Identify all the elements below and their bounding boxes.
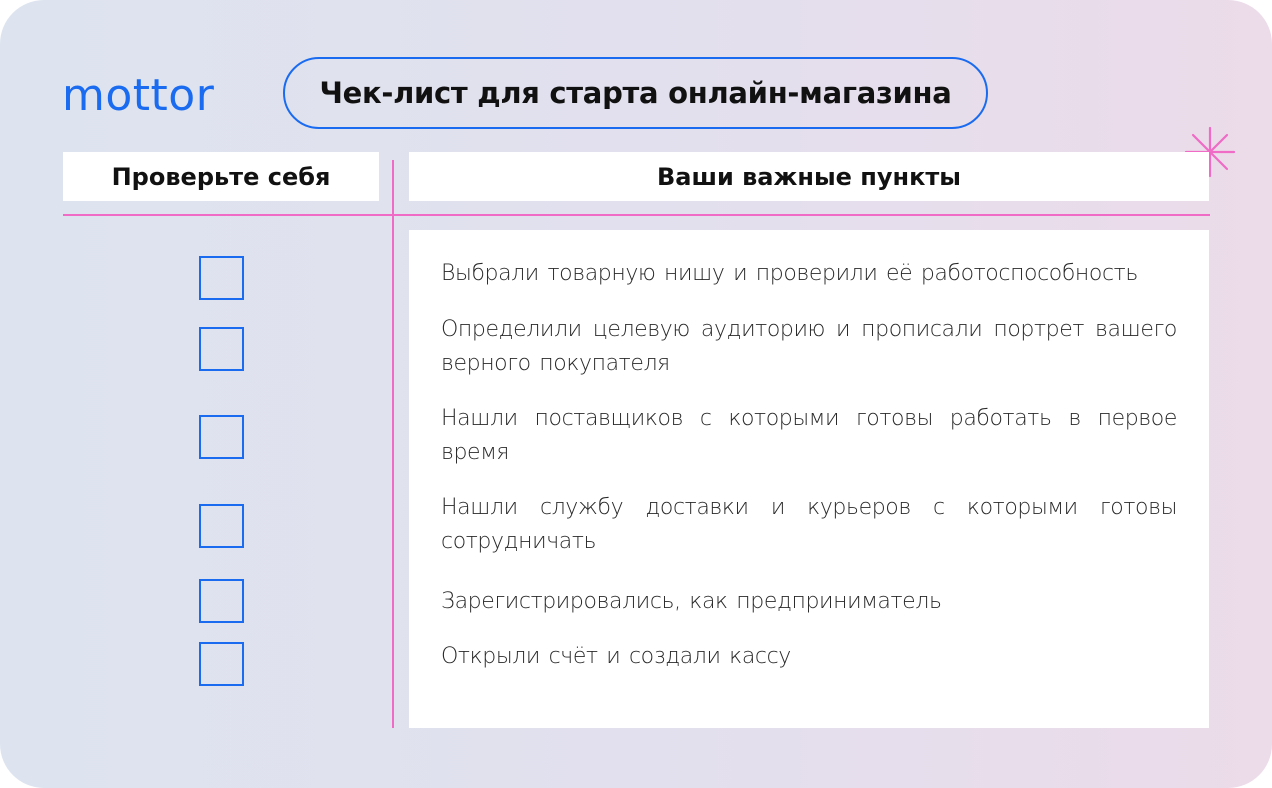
checklist-item-2: Определили целевую аудиторию и прописали портрет вашего верного покупателя (441, 317, 1177, 376)
checklist-item-1: Выбрали товарную нишу и проверили её работоспособность (441, 261, 1138, 286)
checklist-item-6: Открыли счёт и создали кассу (441, 644, 791, 669)
checklist-items-panel (409, 230, 1209, 728)
column-header-important-items: Ваши важные пункты (409, 152, 1209, 201)
checkbox-item-1[interactable] (199, 256, 244, 300)
checkbox-item-2[interactable] (199, 327, 244, 371)
checkbox-item-5[interactable] (199, 579, 244, 623)
checkbox-item-4[interactable] (199, 504, 244, 548)
checklist-item-4: Нашли службу доставки и курьеров с которыми готовы сотрудничать (441, 495, 1177, 554)
column-header-check-yourself: Проверьте себя (63, 152, 379, 201)
checklist-item-3: Нашли поставщиков с которыми готовы работать в первое время (441, 406, 1177, 465)
mottor-logo[interactable]: mottor (62, 70, 215, 121)
vertical-divider (392, 160, 394, 728)
title-pill (283, 57, 988, 129)
page-title: Чек-лист для старта онлайн-магазина (319, 76, 952, 110)
checkbox-item-3[interactable] (199, 415, 244, 459)
horizontal-divider (63, 214, 1210, 216)
checklist-item-5: Зарегистрировались, как предприниматель (441, 589, 942, 614)
checkbox-item-6[interactable] (199, 642, 244, 686)
